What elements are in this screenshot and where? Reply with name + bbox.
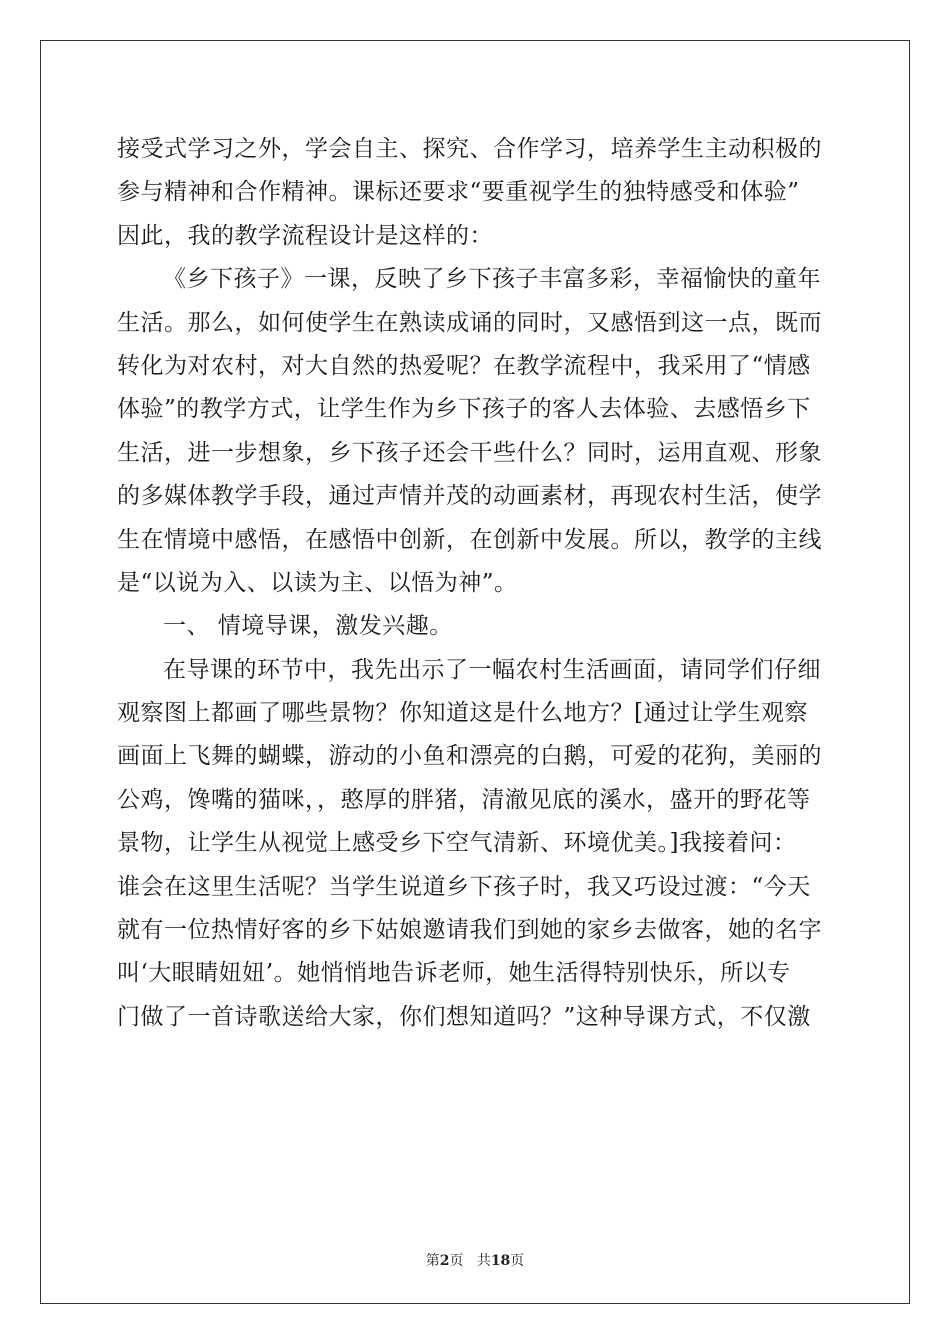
text-line: 因此，我的教学流程设计是这样的：	[117, 222, 493, 249]
text-line: 生活。那么，如何使学生在熟读成诵的同时，又感悟到这一点，既而	[117, 309, 822, 336]
total-pages: 18	[490, 1253, 511, 1269]
page-footer	[0, 1250, 950, 1270]
text-line: 体验”的教学方式，让学生作为乡下孩子的客人去体验、去感悟乡下	[117, 396, 811, 423]
paragraph-start-line: 《乡下孩子》一课，反映了乡下孩子丰富多彩，幸福愉快的童年	[163, 266, 821, 293]
text-line: 就有一位热情好客的乡下姑娘邀请我们到她的家乡去做客，她的名字	[117, 917, 822, 944]
text-line: 接受式学习之外，学会自主、探究、合作学习，培养学生主动积极的	[117, 136, 822, 162]
text-line: 生活，进一步想象，乡下孩子还会干些什么？同时，运用直观、形象	[117, 439, 822, 466]
text-line: 景物，让学生从视觉上感受乡下空气清新、环境优美。]我接着问：	[117, 830, 797, 857]
total-suffix: 页	[510, 1253, 525, 1269]
page-suffix: 页	[449, 1253, 464, 1269]
text-line: 生在情境中感悟，在感悟中创新，在创新中发展。所以，教学的主线	[117, 526, 822, 553]
text-line: 公鸡，馋嘴的猫咪，，憨厚的胖猪，清澈见底的溪水，盛开的野花等	[117, 786, 811, 813]
text-line: 的多媒体教学手段，通过声情并茂的动画素材，再现农村生活，使学	[117, 483, 822, 510]
text-line: 门做了一首诗歌送给大家，你们想知道吗？”这种导课方式，不仅激	[117, 1003, 811, 1030]
page-number: 2	[439, 1253, 450, 1269]
total-prefix: 共	[476, 1253, 491, 1269]
page-prefix: 第	[425, 1253, 440, 1269]
text-line: 画面上飞舞的蝴蝶，游动的小鱼和漂亮的白鹅，可爱的花狗，美丽的	[117, 743, 822, 770]
text-line: 谁会在这里生活呢？当学生说道乡下孩子时，我又巧设过渡：“今天	[117, 873, 811, 900]
text-line: 观察图上都画了哪些景物？你知道这是什么地方？[通过让学生观察	[117, 700, 808, 727]
text-line: 参与精神和合作精神。课标还要求“要重视学生的独特感受和体验”	[117, 179, 800, 206]
text-line: 叫‘大眼睛妞妞’。她悄悄地告诉老师，她生活得特别快乐，所以专	[117, 960, 791, 987]
text-line: 是“以说为入、以读为主、以悟为神”。	[117, 569, 518, 596]
section-heading: 一、 情境导课，激发兴趣。	[163, 613, 453, 640]
text-line: 转化为对农村，对大自然的热爱呢？在教学流程中，我采用了“情感	[117, 352, 811, 379]
body-text	[117, 128, 835, 1039]
paragraph-start-line: 在导课的环节中，我先出示了一幅农村生活画面，请同学们仔细	[163, 656, 821, 683]
